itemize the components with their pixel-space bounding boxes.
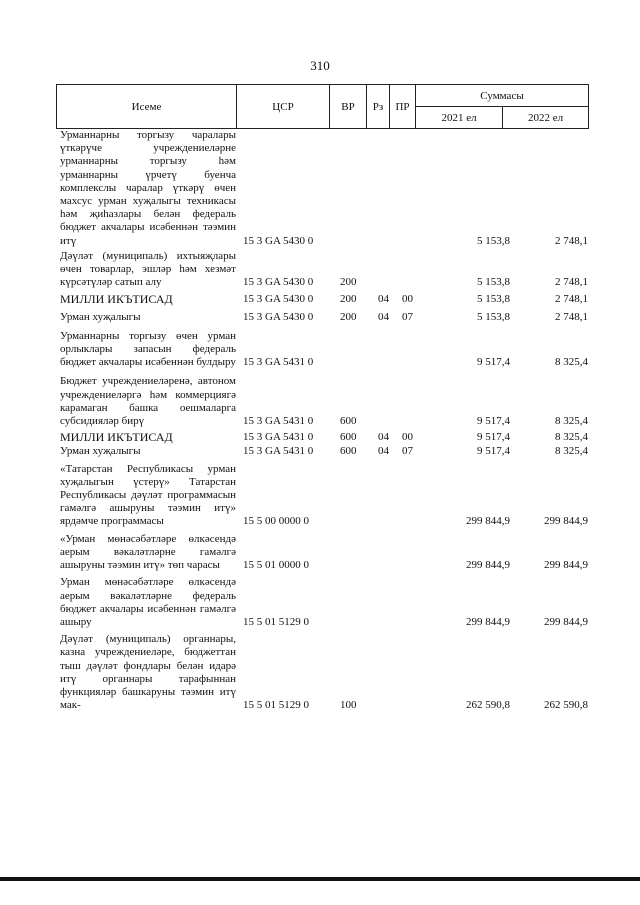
row-sum-2022: 299 844,9 <box>544 515 588 528</box>
row-csr: 15 3 GA 5430 0 <box>243 293 314 306</box>
row-name: Дәүләт (муниципаль) ихтыяҗлары өчен товарлар, эшләр һәм хезмәт күрсәтүләр сатып алу <box>60 249 236 289</box>
row-vr: 600 <box>340 445 357 458</box>
table-row <box>56 250 588 290</box>
table-row <box>56 576 588 629</box>
row-sum-2022: 2 748,1 <box>555 310 588 323</box>
header-rz: Рз <box>367 85 390 129</box>
row-sum-2021: 262 590,8 <box>466 699 510 712</box>
table-row <box>56 129 588 248</box>
row-rz: 04 <box>378 310 389 323</box>
row-csr: 15 3 GA 5430 0 <box>243 234 314 247</box>
row-sum-2021: 9 517,4 <box>477 431 510 444</box>
row-sum-2021: 5 153,8 <box>477 293 510 306</box>
table-row <box>56 431 588 444</box>
row-name: МИЛЛИ ИКЪТИСАД <box>60 292 173 307</box>
row-name: «Татарстан Республикасы урман хуҗалыгын үстерү» Татарстан Республикасы дәүләт программасын гамәлгә ашыруны тәэмин итү» ярдәмче программасы <box>60 462 236 528</box>
row-vr: 200 <box>340 293 357 306</box>
header-pr: ПР <box>390 85 416 129</box>
row-sum-2022: 8 325,4 <box>555 415 588 428</box>
row-rz: 04 <box>378 431 389 444</box>
row-csr: 15 5 01 0000 0 <box>243 559 309 572</box>
row-vr: 100 <box>340 699 357 712</box>
table-row <box>56 330 588 370</box>
row-rz: 04 <box>378 293 389 306</box>
row-sum-2022: 8 325,4 <box>555 356 588 369</box>
row-sum-2022: 2 748,1 <box>555 293 588 306</box>
row-sum-2022: 299 844,9 <box>544 559 588 572</box>
row-vr: 600 <box>340 415 357 428</box>
row-csr: 15 3 GA 5431 0 <box>243 415 314 428</box>
row-sum-2021: 299 844,9 <box>466 615 510 628</box>
row-name: Урманнарны торгызу чаралары үткәрүче учреждениеләрне урманнарны торгызу һәм урманнарны үрчетү буенча комплекслы чаралар үткәрү өчен махсус урман хуҗалыгы техникасы һәм җиһазлары белән федераль бюджет акчалары исәбеннән тәэмин итү <box>60 129 236 247</box>
row-csr: 15 5 01 5129 0 <box>243 699 309 712</box>
table-row <box>56 445 588 458</box>
row-csr: 15 3 GA 5431 0 <box>243 431 314 444</box>
row-csr: 15 5 00 0000 0 <box>243 515 309 528</box>
row-sum-2021: 5 153,8 <box>477 234 510 247</box>
row-name: Урман хуҗалыгы <box>60 445 141 458</box>
row-vr: 600 <box>340 431 357 444</box>
row-sum-2021: 9 517,4 <box>477 445 510 458</box>
row-sum-2021: 299 844,9 <box>466 559 510 572</box>
row-vr: 200 <box>340 310 357 323</box>
row-name: «Урман мөнәсәбәтләре өлкәсендә аерым вәкаләтләрне гамәлгә ашыруны тәэмин итү» төп чарасы <box>60 532 236 572</box>
row-sum-2021: 9 517,4 <box>477 415 510 428</box>
row-csr: 15 3 GA 5430 0 <box>243 310 314 323</box>
header-name: Исеме <box>57 85 237 129</box>
row-name: МИЛЛИ ИКЪТИСАД <box>60 430 173 445</box>
header-csr: ЦСР <box>237 85 330 129</box>
row-sum-2022: 299 844,9 <box>544 615 588 628</box>
header-2021: 2021 ел <box>416 107 503 129</box>
table-body <box>56 129 588 712</box>
row-name: Урманнарны торгызу өчен урман орлыклары запасын федераль бюджет акчалары исәбеннән булдыру <box>60 329 236 369</box>
row-sum-2022: 262 590,8 <box>544 699 588 712</box>
row-csr: 15 3 GA 5431 0 <box>243 445 314 458</box>
header-vr: ВР <box>330 85 367 129</box>
row-csr: 15 3 GA 5430 0 <box>243 276 314 289</box>
header-2022: 2022 ел <box>503 107 589 129</box>
row-sum-2022: 8 325,4 <box>555 431 588 444</box>
row-sum-2022: 8 325,4 <box>555 445 588 458</box>
row-pr: 00 <box>402 431 413 444</box>
row-csr: 15 5 01 5129 0 <box>243 615 309 628</box>
row-pr: 07 <box>402 310 413 323</box>
row-pr: 07 <box>402 445 413 458</box>
header-sums: Суммасы <box>416 85 589 107</box>
page-bottom-border <box>0 877 640 881</box>
page-number: 310 <box>310 58 330 73</box>
table-row <box>56 633 588 712</box>
row-name: Урман хуҗалыгы <box>60 310 141 323</box>
table-row <box>56 375 588 428</box>
row-name: Дәүләт (муниципаль) органнары, казна учреждениеләре, бюджеттан тыш дәүләт фондлары белән идарә итү органнары тарафыннан функцияләр башкаруны тәэмин итү мак- <box>60 633 236 712</box>
row-sum-2022: 2 748,1 <box>555 234 588 247</box>
row-name: Урман мөнәсәбәтләре өлкәсендә аерым вәкаләтләрне федераль бюджет акчалары исәбеннән гамәлгә ашыру <box>60 576 236 628</box>
table-row <box>56 463 588 529</box>
row-name: Бюджет учреждениеләренә, автоном учреждениеләргә һәм коммерциягә карамаган башка оешмаларга субсидияләр бирү <box>60 375 236 428</box>
table-row <box>56 311 588 324</box>
row-sum-2021: 5 153,8 <box>477 276 510 289</box>
row-sum-2022: 2 748,1 <box>555 276 588 289</box>
row-sum-2021: 9 517,4 <box>477 356 510 369</box>
row-csr: 15 3 GA 5431 0 <box>243 356 314 369</box>
table-row <box>56 293 588 306</box>
table-header <box>56 84 589 129</box>
table-row <box>56 533 588 573</box>
row-sum-2021: 299 844,9 <box>466 515 510 528</box>
row-pr: 00 <box>402 293 413 306</box>
row-rz: 04 <box>378 445 389 458</box>
row-sum-2021: 5 153,8 <box>477 310 510 323</box>
row-vr: 200 <box>340 276 357 289</box>
